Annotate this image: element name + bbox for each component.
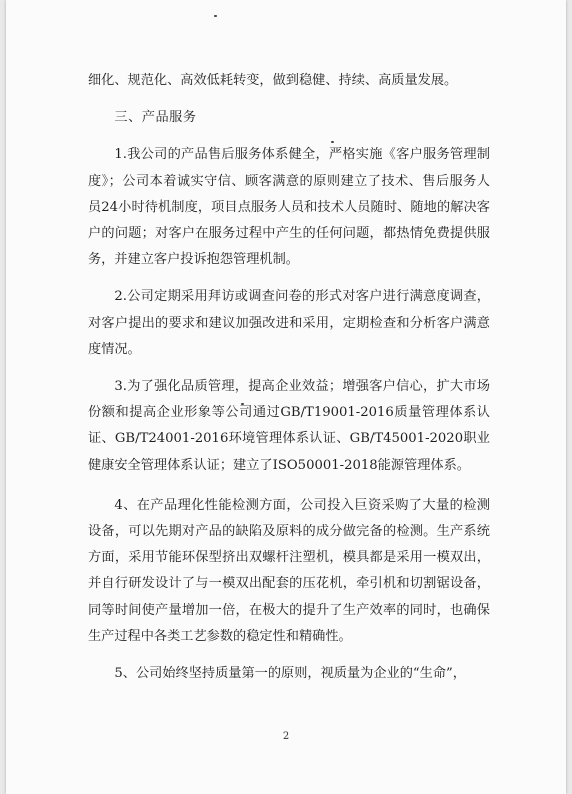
- document-page: [6, 0, 566, 794]
- paragraph-3: 3.为了强化品质管理，提高企业效益；增强客户信心，扩大市场份额和提高企业形象等公司通过GB/T19001-2016质量管理体系认证、GB/T24001-2016环境管理体系认证、GB/T45001-2020职业健康安全管理体系认证；建立了ISO50001-2018能源管理体系。: [88, 379, 490, 473]
- section-heading: 三、产品服务: [114, 110, 197, 126]
- paragraph-4: 4、在产品理化性能检测方面，公司投入巨资采购了大量的检测设备，可以先期对产品的缺陷及原料的成分做完备的检测。生产系统方面，采用节能环保型挤出双螺杆注塑机，模具都是采用一模双出，并自行研发设计了与一模双出配套的压花机，牵引机和切割锯设备，同等时间使产量增加一倍，在极大的提升了生产效率的同时，也确保生产过程中各类工艺参数的稳定性和精确性。: [88, 497, 490, 644]
- paragraph-5: 5、公司始终坚持质量第一的原则，视质量为企业的“生命”，: [114, 666, 466, 682]
- paragraph-1: 1.我公司的产品售后服务体系健全，严格实施《客户服务管理制度》；公司本着诚实守信、顾客满意的原则建立了技术、售后服务人员24小时待机制度，项目点服务人员和技术人员随时、随地的解决客户的问题；对客户在服务过程中产生的任何问题，都热情免费提供服务，并建立客户投诉抱怨管理机制。: [88, 147, 490, 268]
- lead-line: 细化、规范化、高效低耗转变，做到稳健、持续、高质量发展。: [88, 73, 458, 88]
- paragraph-2: 2.公司定期采用拜访或调查问卷的形式对客户进行满意度调查，对客户提出的要求和建议加强改进和采用，定期检查和分析客户满意度情况。: [88, 289, 490, 357]
- body-text: [88, 68, 490, 687]
- page-number: 2: [282, 731, 290, 742]
- scan-mark: [214, 15, 217, 17]
